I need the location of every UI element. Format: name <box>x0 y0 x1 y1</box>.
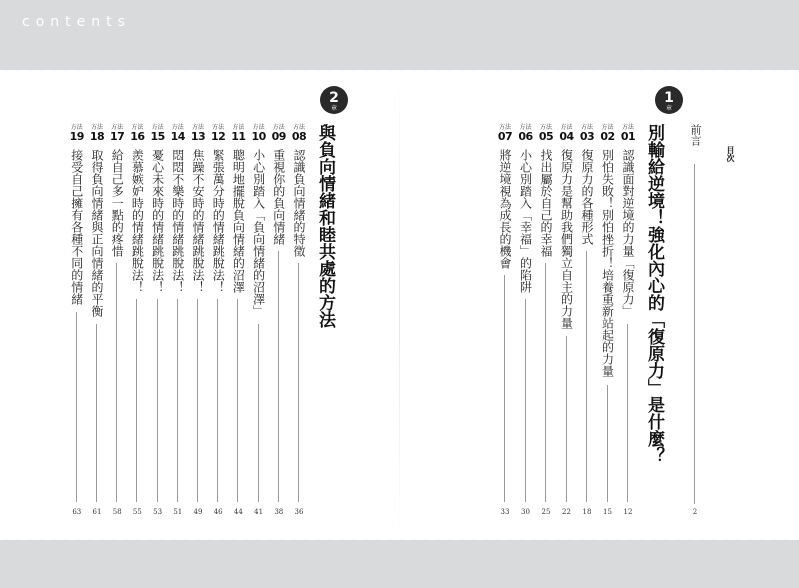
entry-title: 羨慕嫉妒時的情緒跳脫法！ <box>130 149 145 293</box>
page-gutter <box>399 70 400 540</box>
method-marker <box>619 124 637 143</box>
method-marker <box>229 124 247 143</box>
method-number: 13 <box>190 130 206 143</box>
page-number: 22 <box>562 508 571 516</box>
entry-title: 找出屬於自己的幸福 <box>539 149 553 257</box>
page-number: 18 <box>582 508 592 516</box>
method-prefix: 方法 <box>519 124 532 131</box>
method-prefix: 方法 <box>621 124 634 131</box>
leader-line <box>116 263 117 502</box>
method-marker <box>599 124 617 143</box>
leader-line <box>136 299 137 502</box>
method-number: 14 <box>170 130 185 143</box>
method-marker <box>290 124 308 143</box>
page-number: 61 <box>92 508 102 516</box>
method-number: 11 <box>231 130 246 143</box>
method-prefix: 方法 <box>232 124 245 131</box>
method-marker <box>578 124 596 143</box>
method-number: 08 <box>291 130 307 143</box>
entry-title: 給自己多一點的疼惜 <box>110 149 125 257</box>
method-prefix: 方法 <box>292 124 305 131</box>
entry-title: 悶悶不樂時的情緒跳脫法！ <box>170 149 185 293</box>
entry-title: 小心別踏入「負向情緒的沼澤」 <box>251 149 266 317</box>
method-prefix: 方法 <box>601 124 614 131</box>
entry-title: 復原力的各種形式 <box>580 149 594 245</box>
leader-line <box>197 299 198 502</box>
method-marker <box>209 124 227 143</box>
method-prefix: 方法 <box>212 124 225 131</box>
method-marker <box>149 124 167 143</box>
method-marker <box>169 124 187 143</box>
method-prefix: 方法 <box>580 124 593 131</box>
entry-title: 取得負向情緒與正向情緒的平衡 <box>90 149 104 317</box>
method-marker <box>537 124 555 143</box>
leader-line <box>694 164 695 504</box>
page-number: 46 <box>213 508 223 516</box>
method-number: 01 <box>620 130 636 143</box>
entry-title: 小心別踏入「幸福」的陷阱 <box>518 149 533 293</box>
page-number: 41 <box>254 508 264 516</box>
entry-title: 重視你的負向情緒 <box>271 149 286 245</box>
method-marker <box>189 124 207 143</box>
page-number: 12 <box>623 508 633 516</box>
method-number: 15 <box>150 130 165 143</box>
leader-line <box>566 336 567 502</box>
method-prefix: 方法 <box>111 124 124 131</box>
leader-line <box>298 263 299 502</box>
entry-title: 將逆境視為成長的機會 <box>498 149 512 269</box>
leader-line <box>586 251 587 502</box>
header-band <box>0 0 799 70</box>
method-number: 18 <box>89 130 105 143</box>
entry-title: 別怕失敗！別怕挫折！培養重新站起的力量 <box>600 149 615 377</box>
leader-line <box>237 299 238 502</box>
leader-line <box>525 299 526 502</box>
method-number: 05 <box>538 130 554 143</box>
toc-label: 目次 <box>726 146 735 162</box>
method-marker <box>250 124 268 143</box>
page-number: 63 <box>72 508 82 516</box>
method-number: 17 <box>110 130 125 143</box>
method-number: 02 <box>600 130 615 143</box>
method-number: 12 <box>211 130 226 143</box>
header-word: contents <box>22 14 131 30</box>
footer-band <box>0 540 799 588</box>
leader-line <box>278 251 279 502</box>
method-marker <box>128 124 146 143</box>
page-number: 49 <box>193 508 203 516</box>
leader-line <box>627 324 628 502</box>
leader-line <box>157 299 158 502</box>
method-prefix: 方法 <box>539 124 552 131</box>
method-number: 06 <box>518 130 533 143</box>
leader-line <box>545 263 546 502</box>
page-number: 15 <box>603 508 612 516</box>
method-prefix: 方法 <box>70 124 83 131</box>
method-prefix: 方法 <box>252 124 265 131</box>
page-number: 58 <box>112 508 122 516</box>
entry-title: 認識面對逆境的力量「復原力」 <box>621 149 635 317</box>
entry-title: 焦躁不安時的情緒跳脫法！ <box>191 149 205 293</box>
chapter-2-title: 與負向情緒和睦共處的方法 <box>315 124 335 328</box>
method-number: 03 <box>579 130 595 143</box>
page-number: 2 <box>692 508 698 516</box>
chapter-1-badge: 1 章 <box>655 86 683 114</box>
entry-title: 復原力是幫助我們獨立自主的力量 <box>559 149 574 329</box>
page-number: 44 <box>233 508 243 516</box>
method-marker <box>558 124 576 143</box>
page-number: 36 <box>294 508 304 516</box>
page-number: 25 <box>541 508 551 516</box>
entry-title: 接受自己擁有各種不同的情緒 <box>69 149 84 305</box>
entry-title: 緊張萬分時的情緒跳脫法！ <box>211 149 226 293</box>
page-number: 53 <box>153 508 163 516</box>
page-number: 33 <box>500 508 510 516</box>
method-marker <box>517 124 535 143</box>
leader-line <box>96 324 97 502</box>
leader-line <box>76 312 77 502</box>
method-prefix: 方法 <box>498 124 511 131</box>
page-number: 30 <box>521 508 530 516</box>
method-prefix: 方法 <box>151 124 164 131</box>
preface-label: 前言 <box>689 124 702 146</box>
method-prefix: 方法 <box>272 124 285 131</box>
method-number: 04 <box>559 130 574 143</box>
method-marker <box>108 124 126 143</box>
chapter-1-title: 別輸給逆境！強化內心的「復原力」是什麼？ <box>644 124 664 464</box>
method-number: 07 <box>497 130 513 143</box>
method-prefix: 方法 <box>131 124 144 131</box>
method-number: 10 <box>251 130 266 143</box>
page-number: 55 <box>132 508 142 516</box>
leader-line <box>217 299 218 502</box>
method-marker <box>68 124 86 143</box>
method-number: 09 <box>271 130 286 143</box>
leader-line <box>177 299 178 502</box>
leader-line <box>258 324 259 502</box>
entry-title: 聰明地擺脫負向情緒的沼澤 <box>231 149 246 293</box>
page-number: 38 <box>274 508 284 516</box>
method-prefix: 方法 <box>191 124 204 131</box>
page-number: 51 <box>173 508 183 516</box>
method-marker <box>270 124 288 143</box>
chapter-2-badge: 2 章 <box>320 86 348 114</box>
method-prefix: 方法 <box>90 124 103 131</box>
method-marker <box>496 124 514 143</box>
method-marker <box>88 124 106 143</box>
entry-title: 認識負向情緒的特徵 <box>292 149 306 257</box>
entry-title: 憂心未來時的情緒跳脫法！ <box>150 149 165 293</box>
leader-line <box>607 385 608 502</box>
method-prefix: 方法 <box>560 124 573 131</box>
method-number: 19 <box>69 130 84 143</box>
method-prefix: 方法 <box>171 124 184 131</box>
method-number: 16 <box>130 130 145 143</box>
leader-line <box>504 275 505 502</box>
